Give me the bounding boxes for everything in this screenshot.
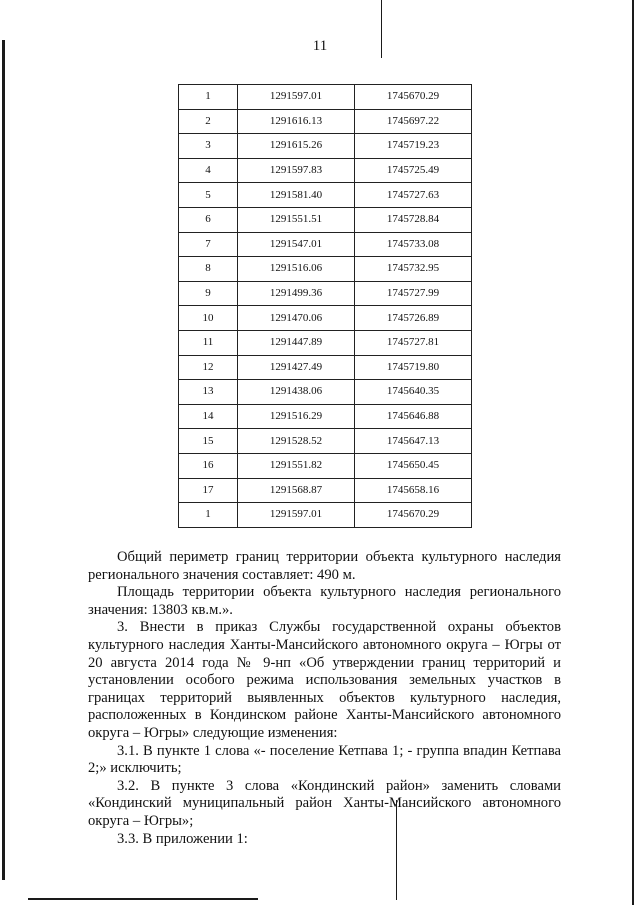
x-coordinate-cell: 1291581.40 xyxy=(238,183,355,208)
x-coordinate-cell: 1291470.06 xyxy=(238,306,355,331)
y-coordinate-cell: 1745670.29 xyxy=(355,85,472,110)
x-coordinate-cell: 1291597.83 xyxy=(238,158,355,183)
table-row xyxy=(179,380,472,405)
point-number-cell: 4 xyxy=(179,158,238,183)
point-number-cell: 13 xyxy=(179,380,238,405)
y-coordinate-cell: 1745697.22 xyxy=(355,109,472,134)
x-coordinate-cell: 1291547.01 xyxy=(238,232,355,257)
point-number-cell: 10 xyxy=(179,306,238,331)
x-coordinate-cell: 1291528.52 xyxy=(238,429,355,454)
paragraph-item-3: 3. Внести в приказ Службы государственной охраны объектов культурного наследия Ханты-Мансийского автономного округа – Югры от 20 августа 2014 года № 9-нп «Об утверждении границ территорий и установлении особого режима использования земельных участков в границах территорий выявленных объектов культурного наследия, расположенных в Кондинском районе Ханты-Мансийского автономного округа – Югры» следующие изменения: xyxy=(88,619,561,741)
point-number-cell: 1 xyxy=(179,503,238,528)
coordinates-table xyxy=(178,84,472,528)
x-coordinate-cell: 1291568.87 xyxy=(238,478,355,503)
table-row xyxy=(179,109,472,134)
y-coordinate-cell: 1745727.99 xyxy=(355,281,472,306)
x-coordinate-cell: 1291447.89 xyxy=(238,330,355,355)
table-row xyxy=(179,306,472,331)
y-coordinate-cell: 1745726.89 xyxy=(355,306,472,331)
point-number-cell: 17 xyxy=(179,478,238,503)
point-number-cell: 7 xyxy=(179,232,238,257)
scan-edge-bottom xyxy=(28,898,258,900)
document-body xyxy=(88,549,561,848)
paragraph-item-3-2: 3.2. В пункте 3 слова «Кондинский район» заменить словами «Кондинский муниципальный район Ханты-Мансийского автономного округа – Югры»; xyxy=(88,777,561,829)
table-row xyxy=(179,404,472,429)
page-number: 11 xyxy=(312,38,328,54)
point-number-cell: 5 xyxy=(179,183,238,208)
table-row xyxy=(179,453,472,478)
x-coordinate-cell: 1291615.26 xyxy=(238,134,355,159)
point-number-cell: 15 xyxy=(179,429,238,454)
point-number-cell: 2 xyxy=(179,109,238,134)
y-coordinate-cell: 1745719.23 xyxy=(355,134,472,159)
table-row xyxy=(179,355,472,380)
table-row xyxy=(179,281,472,306)
table-row xyxy=(179,232,472,257)
table-row xyxy=(179,429,472,454)
point-number-cell: 1 xyxy=(179,85,238,110)
table-row xyxy=(179,330,472,355)
table-row xyxy=(179,478,472,503)
y-coordinate-cell: 1745646.88 xyxy=(355,404,472,429)
point-number-cell: 8 xyxy=(179,257,238,282)
paragraph-perimeter: Общий периметр границ территории объекта культурного наследия регионального значения составляет: 490 м. xyxy=(88,549,561,583)
y-coordinate-cell: 1745733.08 xyxy=(355,232,472,257)
table-row xyxy=(179,134,472,159)
point-number-cell: 11 xyxy=(179,330,238,355)
x-coordinate-cell: 1291616.13 xyxy=(238,109,355,134)
y-coordinate-cell: 1745647.13 xyxy=(355,429,472,454)
table-row xyxy=(179,257,472,282)
y-coordinate-cell: 1745670.29 xyxy=(355,503,472,528)
x-coordinate-cell: 1291597.01 xyxy=(238,85,355,110)
table-row xyxy=(179,207,472,232)
y-coordinate-cell: 1745658.16 xyxy=(355,478,472,503)
paragraph-item-3-1: 3.1. В пункте 1 слова «- поселение Кетпава 1; - группа впадин Кетпава 2;» исключить; xyxy=(88,742,561,777)
table-row xyxy=(179,183,472,208)
y-coordinate-cell: 1745732.95 xyxy=(355,257,472,282)
y-coordinate-cell: 1745719.80 xyxy=(355,355,472,380)
x-coordinate-cell: 1291499.36 xyxy=(238,281,355,306)
x-coordinate-cell: 1291438.06 xyxy=(238,380,355,405)
point-number-cell: 3 xyxy=(179,134,238,159)
point-number-cell: 6 xyxy=(179,207,238,232)
table-row xyxy=(179,158,472,183)
table-row xyxy=(179,503,472,528)
paragraph-item-3-3: 3.3. В приложении 1: xyxy=(117,830,248,847)
x-coordinate-cell: 1291427.49 xyxy=(238,355,355,380)
point-number-cell: 9 xyxy=(179,281,238,306)
y-coordinate-cell: 1745650.45 xyxy=(355,453,472,478)
scan-edge-right xyxy=(632,0,634,905)
x-coordinate-cell: 1291516.06 xyxy=(238,257,355,282)
coordinates-table-body xyxy=(179,85,472,528)
y-coordinate-cell: 1745728.84 xyxy=(355,207,472,232)
scan-edge-left xyxy=(2,40,5,880)
point-number-cell: 12 xyxy=(179,355,238,380)
x-coordinate-cell: 1291551.51 xyxy=(238,207,355,232)
y-coordinate-cell: 1745725.49 xyxy=(355,158,472,183)
point-number-cell: 14 xyxy=(179,404,238,429)
y-coordinate-cell: 1745727.81 xyxy=(355,330,472,355)
paragraph-area: Площадь территории объекта культурного наследия регионального значения: 13803 кв.м.». xyxy=(88,584,561,618)
y-coordinate-cell: 1745640.35 xyxy=(355,380,472,405)
x-coordinate-cell: 1291551.82 xyxy=(238,453,355,478)
x-coordinate-cell: 1291516.29 xyxy=(238,404,355,429)
table-row xyxy=(179,85,472,110)
x-coordinate-cell: 1291597.01 xyxy=(238,503,355,528)
point-number-cell: 16 xyxy=(179,453,238,478)
y-coordinate-cell: 1745727.63 xyxy=(355,183,472,208)
